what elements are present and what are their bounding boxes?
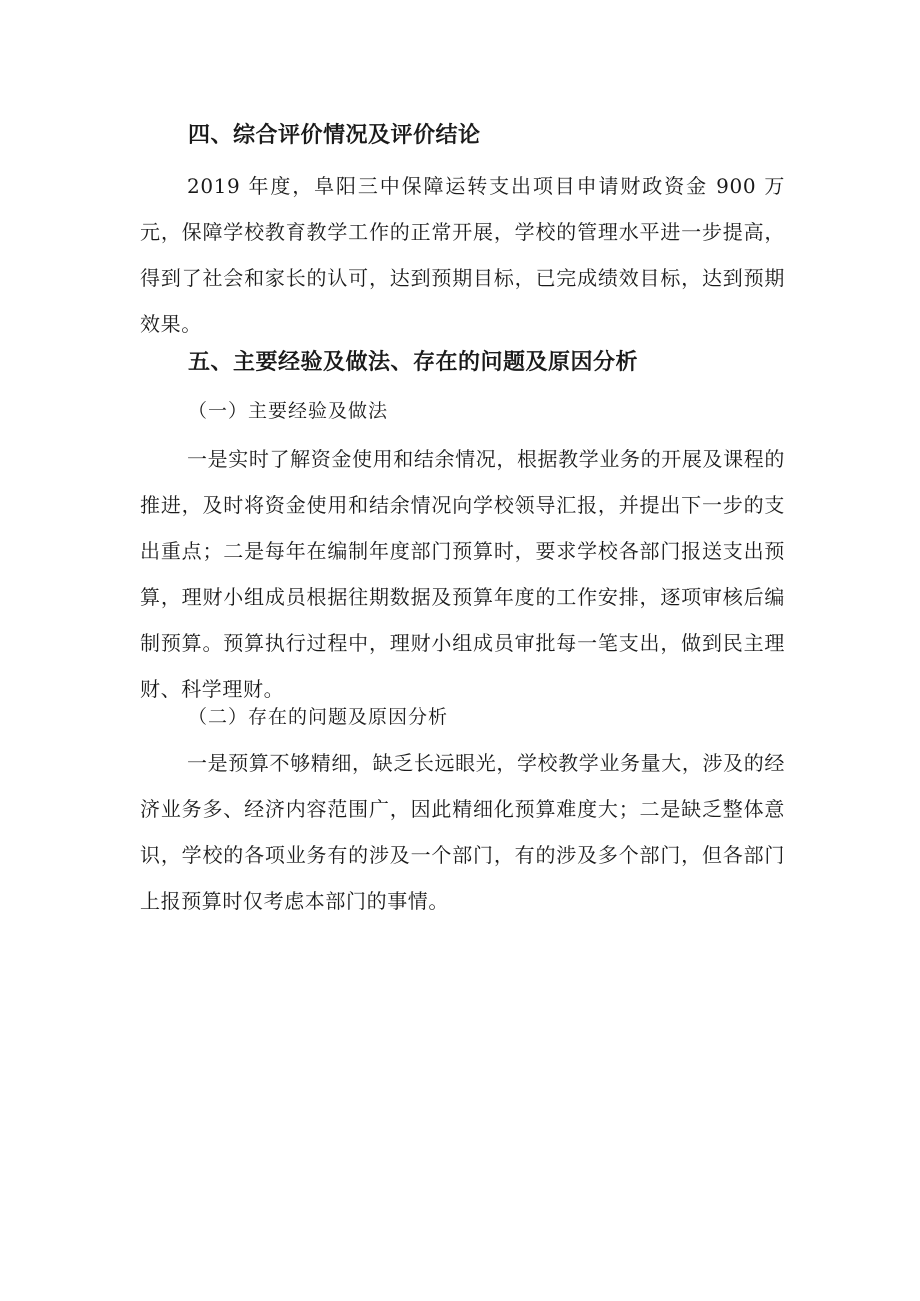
section-5-heading: 五、主要经验及做法、存在的问题及原因分析 [188, 350, 639, 375]
subsection-1-paragraph: 一是实时了解资金使用和结余情况，根据教学业务的开展及课程的推进，及时将资金使用和结余情况向学校领导汇报，并提出下一步的支出重点；二是每年在编制年度部门预算时，要求学校各部门报送支出预算，理财小组成员根据往期数据及预算年度的工作安排，逐项审核后编制预算。预算执行过程中，理财小组成员审批每一笔支出，做到民主理财、科学理财。 [140, 447, 785, 701]
section-4-paragraph: 2019 年度，阜阳三中保障运转支出项目申请财政资金 900 万元，保障学校教育教学工作的正常开展，学校的管理水平进一步提高，得到了社会和家长的认可，达到预期目标，已完成绩效目标，达到预期效果。 [140, 174, 785, 336]
subsection-1-heading: （一）主要经验及做法 [188, 400, 389, 422]
subsection-2-heading: （二）存在的问题及原因分析 [188, 706, 449, 728]
section-4-heading: 四、综合评价情况及评价结论 [188, 123, 481, 148]
subsection-2-paragraph: 一是预算不够精细，缺乏长远眼光，学校教学业务量大，涉及的经济业务多、经济内容范围广，因此精细化预算难度大；二是缺乏整体意识，学校的各项业务有的涉及一个部门，有的涉及多个部门，但各部门上报预算时仅考虑本部门的事情。 [140, 751, 785, 913]
